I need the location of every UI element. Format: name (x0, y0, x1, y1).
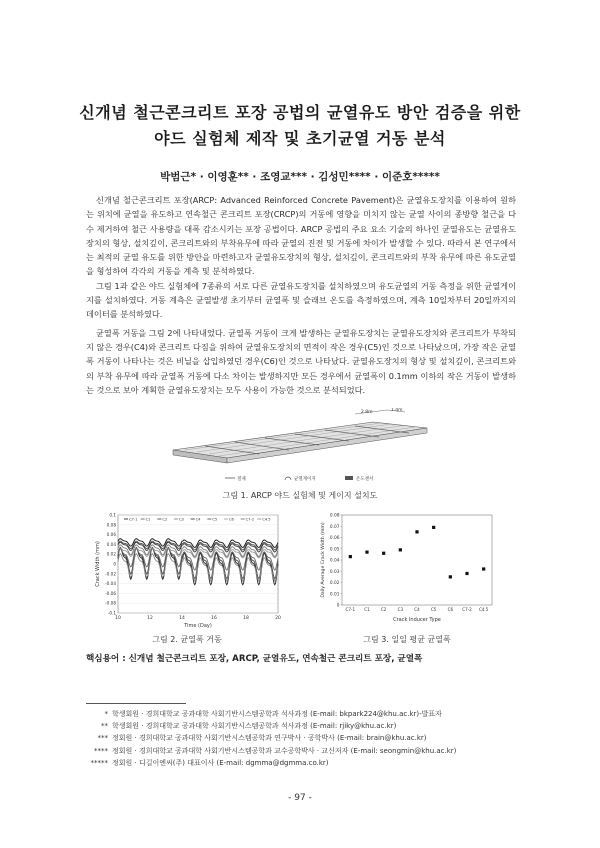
footnotes (86, 708, 456, 769)
keywords: 핵심용어 : 신개념 철근콘크리트 포장, ARCP, 균열유도, 연속철근 콘크리트 포장, 균열폭 (86, 654, 423, 664)
y-tick-label: 0.1 (109, 512, 116, 518)
y-tick-label: 0.06 (329, 536, 340, 541)
footnote-mark: *** (97, 734, 108, 743)
temperature-sensor-legend-icon (345, 476, 353, 480)
figure-1-legend (225, 475, 373, 482)
y-tick-label: 0.03 (329, 569, 340, 575)
x-tick-label: C3 (397, 607, 404, 612)
y-tick-label: -0.06 (105, 590, 116, 596)
legend-label: 온도센서 (356, 477, 374, 482)
footnote-mark: ** (101, 722, 108, 731)
y-tick-label: 0.02 (106, 551, 116, 557)
data-point-C7-1 (349, 555, 352, 558)
x-tick-label: 12 (147, 616, 153, 621)
footnote-text: 학생회원 · 경희대학교 공과대학 사회기반시스템공학과 석사과정 (E-mail: bkpark224@khu.ac.kr)-발표자 (112, 710, 442, 718)
x-axis-label: Crack Inducer Type (393, 617, 441, 623)
footnote-text: 학생회원 · 경희대학교 공과대학 사회기반시스템공학과 석사과정 (E-mail: rjiky@khu.ac.kr) (112, 722, 397, 731)
x-tick-label: C4 (414, 607, 420, 612)
x-tick-label: C7-2 (462, 607, 472, 612)
legend-label: C7-1 (129, 517, 138, 522)
data-point-C4 (415, 530, 418, 533)
legend-label: C7-2 (245, 517, 255, 522)
x-tick-label: C6 (447, 607, 454, 612)
abstract-body (86, 193, 516, 397)
data-point-C5 (432, 526, 435, 529)
abstract-paragraph: 신개념 철근콘크리트 포장(ARCP: Advanced Reinforced Concrete Pavement)은 균열유도장치를 이용하여 원하는 위치에 균열을 유도하고 연속철근 콘크리트 포장(CRCP)의 거동에 영향을 미치지 않는 균열 사이의 종방향 철근을 다수 제거하여 철근 사용량을 대폭 감소시키는 포장 공법이다. ARCP 공법의 주요 요소 기술의 하나인 균열유도는 균열유도장치의 형상, 설치깊이, 콘크리트와의 부착유무에 따라 균열의 진전 및 거동에 차이가 발생할 수 있다. 따라서 본 연구에서는 최적의 균열 유도를 위한 방안을 마련하고자 균열유도장치의 형상, 설치깊이, 콘크리트와의 부착 유무에 따른 유도균열을 형성하여 각각의 거동을 계측 및 분석하였다. (86, 195, 516, 277)
y-tick-label: 0.04 (329, 558, 340, 564)
x-tick-label: 14 (179, 616, 185, 621)
y-tick-label: -0.1 (107, 610, 116, 616)
footnote (86, 732, 456, 744)
y-axis-label: Daily Average Crack Width (mm) (321, 522, 326, 598)
footnote-text: 정회원 · 디길이엔씨(주) 대표이사 (E-mail: dgmma@dgmma.co.kr) (112, 758, 329, 767)
data-point-C1 (365, 551, 368, 554)
figure-3-caption: 그림 3. 일일 평균 균열폭 (363, 635, 451, 644)
crack-gauge-legend-icon (285, 477, 291, 480)
figure-2-crack-width-chart (92, 509, 282, 631)
x-tick-label: 20 (275, 616, 281, 621)
dimension-label: 2.8m (361, 410, 373, 415)
plot-area (342, 515, 492, 605)
page-number: - 97 - (288, 793, 312, 803)
legend-label: C3 (179, 517, 184, 522)
legend-label: C2 (162, 517, 168, 522)
legend-label: C6 (229, 517, 234, 522)
chart-legend (124, 518, 271, 522)
y-tick-label: -0.02 (105, 571, 116, 577)
figure-2-caption: 그림 2. 균열폭 거동 (152, 635, 222, 644)
y-tick-label: 0.07 (329, 524, 340, 530)
x-tick-label: C4.5 (478, 607, 489, 612)
x-tick-label: C2 (380, 607, 387, 612)
footnote (86, 708, 456, 720)
footnote-mark: * (104, 710, 108, 718)
legend-label: 철제 (237, 477, 246, 482)
figure-1-caption: 그림 1. ARCP 야드 실험체 및 게이지 설치도 (222, 491, 378, 500)
footnote (86, 745, 456, 757)
x-tick-label: 10 (115, 616, 121, 621)
abstract-paragraph: 균열폭 거동을 그림 2에 나타내었다. 균열폭 거동이 크게 발생하는 균열유도장치는 균열유도장치와 콘크리트가 부착되지 않은 경우(C4)와 콘크리트 다짐을 위하여 균열유도장치의 면적이 작은 경우(C5)인 것으로 나타났으며, 가장 작은 균열폭 거동이 나타나는 것은 비닐을 삽입하였던 경우(C6)인 것으로 나타났다. 균열유도장치의 형상 및 설치깊이, 콘크리트와의 부착 유무에 따라 균열폭 거동에 다소 차이는 발생하지만 모든 경우에서 균열폭이 0.1mm 이하의 작은 거동이 발생하는 것으로 보아 계획한 균열유도장치는 모두 사용이 가능한 것으로 분석되었다. (86, 327, 516, 395)
legend-label: 균열게이지 (294, 477, 316, 482)
paper-title-line-1: 신개념 철근콘크리트 포장 공법의 균열유도 방안 검증을 위한 (79, 103, 521, 122)
paper-title-line-2: 야드 실험체 제작 및 초기균열 거동 분석 (154, 129, 446, 148)
y-tick-label: -0.08 (105, 600, 116, 606)
x-tick-label: C1 (364, 607, 370, 612)
x-tick-label: C5 (430, 607, 437, 612)
footnote-mark: **** (94, 746, 108, 755)
footnote-mark: ***** (90, 758, 108, 767)
footnote (86, 757, 456, 769)
y-tick-label: 0.08 (106, 522, 116, 528)
y-tick-label: 0.01 (329, 592, 340, 598)
footnote (86, 720, 456, 732)
footnote-text: 정회원 · 경희대학교 공과대학 사회기반시스템공학과 교수공학박사 · 교신저자 (E-mail: seongmin@khu.ac.kr) (112, 746, 457, 755)
y-tick-label: 0.04 (106, 541, 116, 547)
abstract-paragraph: 그림 1과 같은 야드 실험체에 7종류의 서로 다른 균열유도장치를 설치하였으며 유도균열의 거동 측정을 위한 균열게이지를 설치하였다. 거동 계측은 균열발생 초기부터 균열폭 및 슬래브 온도를 측정하였으며, 계측 10일차부터 20일까지의 데이터를 분석하였다. (86, 280, 516, 320)
legend-label: C5 (212, 517, 218, 522)
data-point-C3 (399, 548, 402, 551)
figure-1-yard-specimen-diagram (165, 408, 440, 484)
author-list: 박범근* · 이영훈** · 조영교*** · 김성민**** · 이준호***** (160, 171, 440, 183)
y-tick-label: 0.06 (106, 532, 116, 538)
data-point-C4.5 (482, 567, 485, 570)
y-tick-label: 0.08 (329, 513, 340, 519)
y-tick-label: 0 (336, 603, 340, 609)
y-tick-label: 0.02 (329, 581, 340, 586)
legend-label: C4.5 (262, 517, 271, 522)
data-point-C6 (449, 575, 452, 578)
y-tick-label: 0.05 (329, 547, 340, 553)
data-point-C2 (382, 552, 385, 555)
footnote-text: 정회원 · 경희대학교 공과대학 사회기반시스템공학과 연구박사 · 공학박사 (E-mail: brain@khu.ac.kr) (112, 734, 427, 743)
dimension-label: 1.4m (391, 408, 403, 413)
legend-label: C4 (195, 517, 201, 522)
figure-3-daily-average-chart (316, 509, 498, 631)
x-tick-label: C7-1 (345, 607, 356, 612)
y-axis-label: Crack Width (mm) (95, 541, 101, 587)
data-point-C7-2 (465, 572, 468, 575)
y-tick-label: 0 (113, 561, 116, 567)
x-axis-label: Time (Day) (184, 623, 212, 629)
x-tick-label: 18 (243, 616, 249, 621)
y-tick-label: -0.04 (105, 581, 116, 587)
x-tick-label: 16 (211, 616, 217, 621)
footnote-divider (86, 703, 186, 704)
legend-label: C1 (145, 517, 151, 522)
